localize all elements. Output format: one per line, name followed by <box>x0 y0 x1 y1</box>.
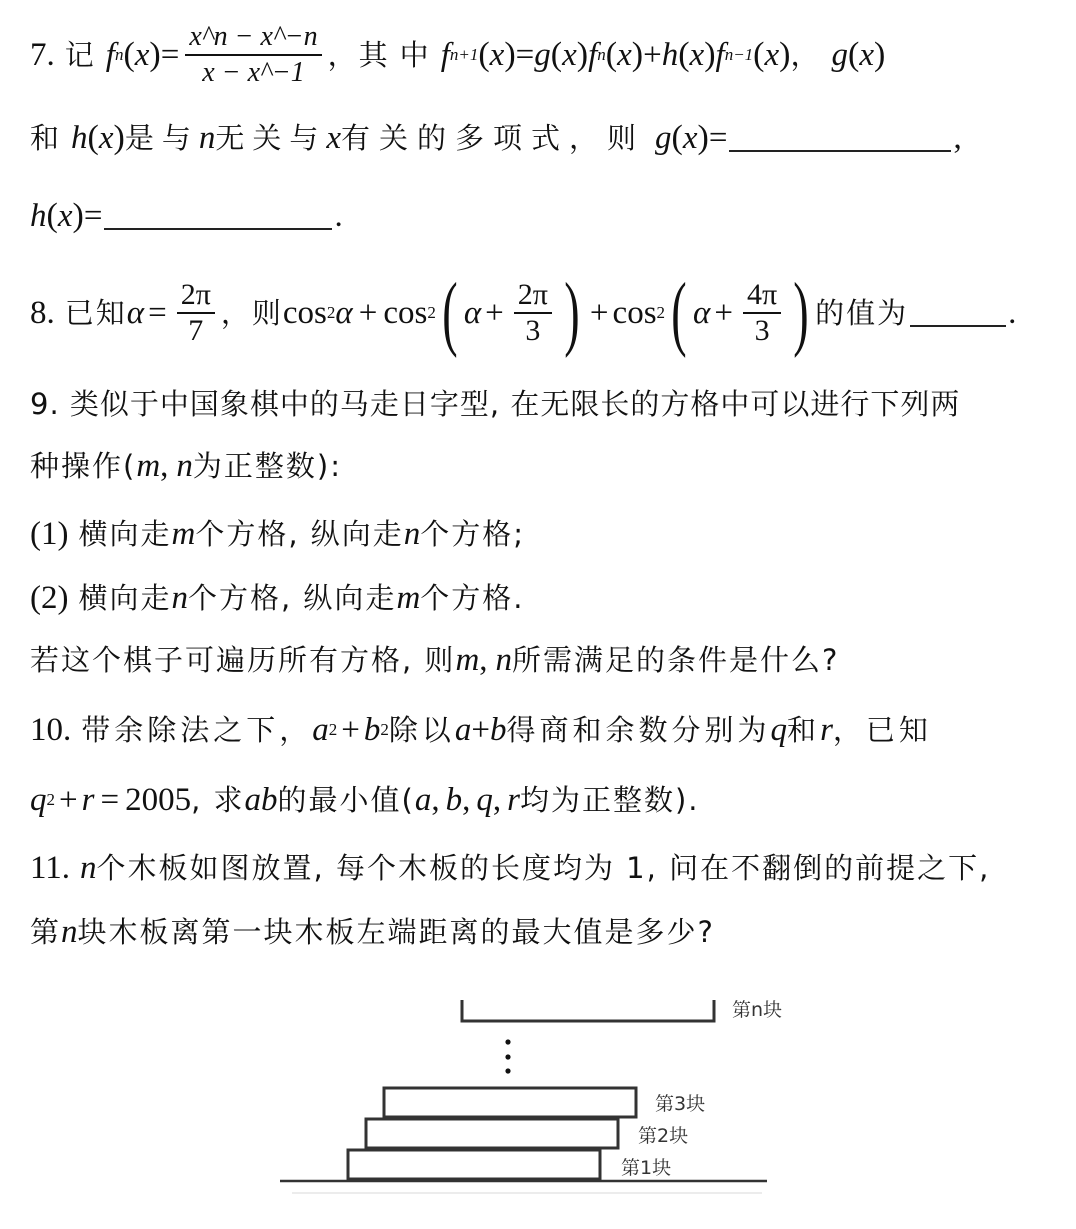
math-f: f <box>440 37 450 73</box>
math-plus: + <box>341 712 360 748</box>
paren: ( <box>87 119 99 156</box>
ellipsis-dot <box>505 1054 510 1059</box>
paren: ) <box>697 119 709 156</box>
text: 记 <box>64 38 96 72</box>
text: ， <box>790 38 822 72</box>
fraction <box>743 278 781 348</box>
math-m: m <box>396 580 421 616</box>
problem-9-line-1 <box>30 384 960 424</box>
text: 种操作( <box>30 449 137 483</box>
math-b: b <box>490 712 507 748</box>
label-board-n: 第n块 <box>732 1000 783 1021</box>
text: . <box>334 198 343 234</box>
math-m: m <box>455 642 480 678</box>
math-x: x <box>134 37 150 73</box>
math-x: x <box>489 37 505 73</box>
math-x: x <box>98 120 114 156</box>
math-a: a <box>244 782 262 818</box>
text: 除以 <box>388 713 455 747</box>
math-n: n <box>495 642 513 678</box>
math-r: r <box>507 782 520 818</box>
problem-10-line-1 <box>30 710 932 750</box>
paren: ) <box>72 197 84 234</box>
math-n: n <box>403 516 421 552</box>
answer-blank-g[interactable] <box>729 124 951 152</box>
text: ， <box>327 38 359 72</box>
text: , <box>462 782 471 818</box>
text: 为正整数): <box>192 449 343 483</box>
text: 个方格, 纵向走 <box>188 581 397 615</box>
fraction-denominator: 3 <box>525 314 541 347</box>
problem-7-line-3 <box>30 196 343 236</box>
label-board-3: 第3块 <box>655 1093 706 1115</box>
big-paren: ) <box>564 266 580 359</box>
problem-number: 8. <box>30 295 55 331</box>
math-r: r <box>820 712 833 748</box>
math-x: x <box>682 120 698 156</box>
problem-number: 10. <box>30 712 72 748</box>
text: 9. 类似于中国象棋中的马走日字型, 在无限长的方格中可以进行下列两 <box>30 387 961 421</box>
paren: ( <box>671 119 683 156</box>
fraction-numerator: x^n − x^−n <box>189 21 318 52</box>
math-subscript: n <box>114 45 124 64</box>
math-g: g <box>655 120 672 156</box>
text: 所需满足的条件是什么? <box>512 643 840 677</box>
math-a: a <box>454 712 472 748</box>
problem-10-line-2 <box>30 780 700 820</box>
text: 其中 <box>358 38 441 72</box>
fraction-numerator: 2π <box>180 278 211 311</box>
text: 是与 <box>124 121 199 155</box>
text: 有关的多项式，则 <box>341 121 646 155</box>
math-x: x <box>859 37 874 73</box>
math-eq: = <box>160 37 180 73</box>
math-superscript: 2 <box>328 720 338 739</box>
math-number: 2005 <box>125 782 192 818</box>
board-3 <box>384 1088 636 1117</box>
math-n: n <box>176 448 193 484</box>
problem-8 <box>30 268 1016 358</box>
fraction-numerator: 4π <box>746 278 778 311</box>
fraction <box>185 20 321 90</box>
text: , 求 <box>191 783 245 817</box>
math-plus: + <box>714 295 733 331</box>
text: 和 <box>787 713 821 747</box>
text: 无关与 <box>215 121 327 155</box>
fraction-denominator: x − x^−1 <box>202 57 305 88</box>
text: 个方格, 纵向走 <box>195 517 404 551</box>
text: , <box>479 642 488 678</box>
math-a: a <box>414 782 432 818</box>
text: 均为正整数). <box>519 783 700 817</box>
math-subscript: n−1 <box>724 45 754 64</box>
text: 若这个棋子可遍历所有方格, 则 <box>30 643 456 677</box>
math-eq: = <box>100 782 120 818</box>
ellipsis-dot <box>505 1039 510 1044</box>
text: 个方格. <box>420 581 525 615</box>
big-paren: ( <box>671 266 687 359</box>
math-f: f <box>715 37 725 73</box>
math-superscript: 2 <box>427 303 436 322</box>
math-x: x <box>764 37 780 73</box>
text: 带余除法之下， <box>81 713 313 747</box>
fraction-denominator: 7 <box>188 314 204 347</box>
math-eq: = <box>83 198 103 234</box>
math-q: q <box>476 782 493 818</box>
paren: ( <box>550 36 563 73</box>
math-m: m <box>136 448 161 484</box>
text: , <box>953 120 962 156</box>
stacked-boards-figure <box>0 1000 1076 1229</box>
math-plus: + <box>643 37 662 73</box>
math-subscript: n+1 <box>449 45 479 64</box>
text: ，则 <box>220 296 283 330</box>
problem-9-op-2 <box>30 578 525 618</box>
math-subscript: n <box>597 45 606 64</box>
math-n: n <box>61 914 78 950</box>
label-board-2: 第2块 <box>638 1125 689 1147</box>
problem-9-question <box>30 640 839 680</box>
math-b: b <box>363 712 381 748</box>
list-label: (2) <box>30 580 69 616</box>
math-superscript: 2 <box>46 790 55 809</box>
text: 的最小值( <box>277 783 415 817</box>
label-board-1: 第1块 <box>621 1157 672 1179</box>
text: 已知 <box>64 296 127 330</box>
text: , <box>160 448 169 484</box>
problem-7-line-2 <box>30 118 962 158</box>
math-b: b <box>261 782 278 818</box>
text: . <box>1008 295 1017 331</box>
math-x: x <box>326 120 342 156</box>
math-cos: cos <box>383 295 428 331</box>
text: 横向走 <box>78 581 172 615</box>
math-h: h <box>661 37 679 73</box>
math-x: x <box>689 37 705 73</box>
math-alpha: α <box>335 295 353 331</box>
problem-9-op-1 <box>30 514 525 554</box>
answer-blank[interactable] <box>910 299 1006 327</box>
math-n: n <box>171 580 188 616</box>
paren: ) <box>149 36 161 73</box>
paren: ) <box>779 36 791 73</box>
fraction <box>177 278 215 348</box>
math-a: a <box>312 712 329 748</box>
math-n: n <box>80 850 97 886</box>
text: 个方格; <box>420 517 526 551</box>
math-b: b <box>445 782 463 818</box>
paren: ) <box>873 36 886 73</box>
math-cos: cos <box>612 295 657 331</box>
text: ，已知 <box>832 713 932 747</box>
math-superscript: 2 <box>380 720 389 739</box>
math-q: q <box>770 712 788 748</box>
text: 第 <box>30 915 62 949</box>
text: 得商和余数分别为 <box>506 713 771 747</box>
paren: ) <box>504 36 516 73</box>
text: 个木板如图放置, 每个木板的长度均为 1, 问在不翻倒的前提之下, <box>96 851 991 885</box>
math-eq: = <box>708 120 728 156</box>
math-x: x <box>617 37 632 73</box>
math-plus: + <box>471 712 491 748</box>
text: , <box>492 782 502 818</box>
problem-11-line-1 <box>30 848 990 888</box>
text: 块木板离第一块木板左端距离的最大值是多少? <box>77 915 715 949</box>
text: 和 <box>30 121 62 155</box>
math-h: h <box>71 120 88 156</box>
paren: ( <box>848 36 860 73</box>
math-q: q <box>30 782 47 818</box>
text: 的值为 <box>815 296 909 330</box>
board-1 <box>348 1150 600 1179</box>
ellipsis-dot <box>505 1068 510 1073</box>
math-eq: = <box>148 295 167 331</box>
board-2 <box>366 1119 618 1148</box>
paren: ( <box>605 36 618 73</box>
fraction <box>514 278 552 348</box>
problem-9-line-2 <box>30 446 342 486</box>
problem-11-line-2 <box>30 912 715 952</box>
math-plus: + <box>485 295 504 331</box>
paren: ( <box>46 197 58 234</box>
math-g: g <box>534 37 551 73</box>
math-m: m <box>171 516 196 552</box>
math-x: x <box>57 198 73 234</box>
fraction-denominator: 3 <box>754 314 770 347</box>
paren: ) <box>631 36 644 73</box>
list-label: (1) <box>30 516 69 552</box>
math-plus: + <box>358 295 378 331</box>
board-n <box>462 1000 714 1021</box>
big-paren: ( <box>442 266 458 359</box>
math-x: x <box>562 37 577 73</box>
math-superscript: 2 <box>656 303 666 322</box>
problem-number: 7. <box>30 37 55 73</box>
math-h: h <box>30 198 47 234</box>
math-f: f <box>105 37 115 73</box>
math-superscript: 2 <box>326 303 336 322</box>
math-g: g <box>831 37 848 73</box>
math-n: n <box>198 120 216 156</box>
answer-blank-h[interactable] <box>104 202 332 230</box>
text: , <box>431 782 440 818</box>
math-f: f <box>588 37 598 73</box>
paren: ) <box>704 36 716 73</box>
paren: ( <box>753 36 765 73</box>
math-r: r <box>81 782 95 818</box>
text: 横向走 <box>78 517 172 551</box>
math-plus: + <box>59 782 78 818</box>
math-alpha: α <box>126 295 145 331</box>
paren: ( <box>678 36 690 73</box>
math-cos: cos <box>282 295 327 331</box>
math-plus: + <box>589 295 609 331</box>
paren: ( <box>478 36 490 73</box>
fraction-numerator: 2π <box>517 278 548 311</box>
big-paren: ) <box>793 266 809 359</box>
paren: ) <box>113 119 125 156</box>
paren: ( <box>123 36 135 73</box>
math-alpha: α <box>463 295 482 331</box>
problem-number: 11. <box>30 850 71 886</box>
math-alpha: α <box>693 295 711 331</box>
problem-7-line-1 <box>30 20 885 90</box>
math-eq: = <box>515 37 535 73</box>
paren: ) <box>576 36 589 73</box>
